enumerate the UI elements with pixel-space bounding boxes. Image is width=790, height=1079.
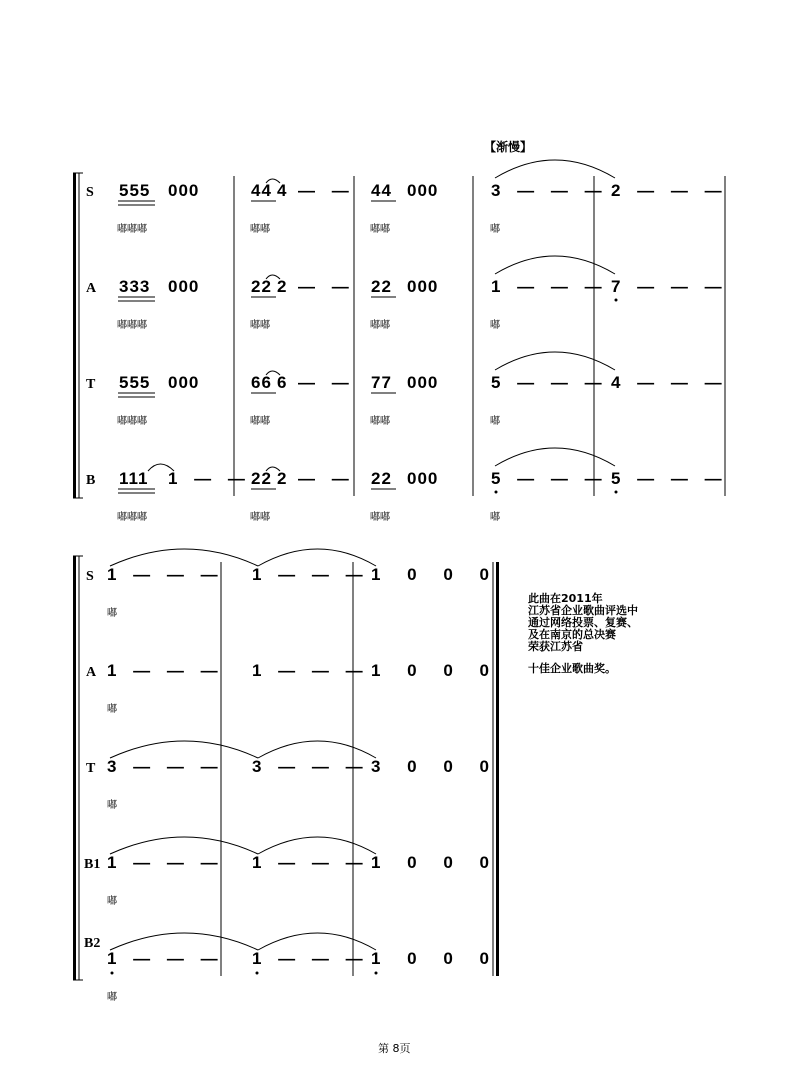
voice-label-b: B	[86, 473, 96, 488]
voice-label-t: T	[86, 377, 96, 392]
lyric: 嘟	[107, 704, 117, 715]
side-note-line: 通过网络投票、复赛、	[528, 616, 638, 629]
note-group: 1 — — —	[107, 661, 224, 680]
note-group: — —	[298, 277, 355, 296]
slur	[258, 549, 376, 566]
lyric: 嘟嘟	[250, 224, 270, 235]
note-group: 3 — — —	[107, 757, 224, 776]
lyric: 嘟	[490, 416, 500, 427]
note-group: 1 — — —	[252, 949, 369, 968]
system1-left-thick-bar	[73, 173, 76, 498]
tempo-marking: 【渐慢】	[484, 140, 533, 154]
note-group: 2 — — —	[611, 181, 728, 200]
note-group: 000	[407, 277, 439, 296]
note-group: 000	[407, 181, 439, 200]
note-group: 3 — — —	[491, 181, 608, 200]
note-group: 1 — — —	[491, 277, 608, 296]
voice-label-a: A	[86, 281, 97, 296]
voice-label-t2: T	[86, 761, 96, 776]
note-group: — —	[298, 373, 355, 392]
note-group: 000	[168, 373, 200, 392]
page-number: 第 8页	[378, 1042, 411, 1055]
octave-dot	[111, 972, 114, 975]
note-group: 2	[277, 469, 288, 488]
note-group: 1 0 0 0	[371, 853, 500, 872]
lyric: 嘟	[107, 608, 117, 619]
note-group: 1 0 0 0	[371, 661, 500, 680]
side-note-line: 荣获江苏省	[528, 640, 583, 653]
note-group: 44	[371, 181, 392, 200]
slur	[258, 837, 376, 854]
note-group: — —	[298, 181, 355, 200]
slur	[258, 933, 376, 950]
note-group: — —	[298, 469, 355, 488]
note-group: 1 — — —	[252, 853, 369, 872]
note-group: 44	[251, 181, 272, 200]
voice-label-s2: S	[86, 569, 94, 584]
lyric: 嘟嘟	[250, 512, 270, 523]
side-note-line: 及在南京的总决赛	[528, 628, 616, 641]
note-group: 1 0 0 0	[371, 565, 500, 584]
slur	[495, 352, 615, 370]
octave-dot	[375, 972, 378, 975]
note-group: 111	[119, 469, 149, 488]
note-group: 1 — —	[168, 469, 251, 488]
note-group: 7 — — —	[611, 277, 728, 296]
side-note-line: 此曲在2011年	[528, 592, 603, 605]
note-group: 555	[119, 181, 151, 200]
octave-dot	[256, 972, 259, 975]
side-note-line: 江苏省企业歌曲评选中	[528, 604, 638, 617]
lyric: 嘟嘟嘟	[117, 320, 147, 331]
lyric: 嘟嘟	[370, 512, 390, 523]
note-group: 22	[371, 469, 392, 488]
lyric: 嘟	[490, 224, 500, 235]
note-group: 22	[251, 277, 272, 296]
note-group: 000	[407, 469, 439, 488]
octave-dot	[615, 299, 618, 302]
note-group: 4 — — —	[611, 373, 728, 392]
note-group: 1 — — —	[252, 661, 369, 680]
slur	[110, 837, 258, 854]
note-group: 66	[251, 373, 272, 392]
note-group: 5 — — —	[611, 469, 728, 488]
note-group: 5 — — —	[491, 373, 608, 392]
note-group: 000	[168, 181, 200, 200]
slur	[110, 549, 258, 566]
note-group: 000	[407, 373, 439, 392]
slur	[110, 741, 258, 758]
note-group: 3 — — —	[252, 757, 369, 776]
note-group: 22	[371, 277, 392, 296]
note-group: 77	[371, 373, 392, 392]
note-group: 5 — — —	[491, 469, 608, 488]
slur	[258, 741, 376, 758]
lyric: 嘟	[490, 512, 500, 523]
note-group: 2	[277, 277, 288, 296]
note-group: 1 — — —	[107, 949, 224, 968]
lyric: 嘟	[107, 800, 117, 811]
lyric: 嘟	[107, 992, 117, 1003]
note-group: 6	[277, 373, 288, 392]
note-group: 1 — — —	[252, 565, 369, 584]
lyric: 嘟嘟嘟	[117, 416, 147, 427]
slur	[495, 160, 615, 178]
note-group: 000	[168, 277, 200, 296]
note-group: 1 — — —	[107, 565, 224, 584]
voice-label-b2: B2	[84, 936, 101, 951]
octave-dot	[495, 491, 498, 494]
lyric: 嘟嘟嘟	[117, 512, 147, 523]
note-group: 333	[119, 277, 151, 296]
lyric: 嘟嘟嘟	[117, 224, 147, 235]
lyric: 嘟嘟	[370, 320, 390, 331]
side-note	[528, 593, 638, 675]
voice-label-a2: A	[86, 665, 97, 680]
lyric: 嘟嘟	[250, 416, 270, 427]
note-group: 3 0 0 0	[371, 757, 500, 776]
lyric: 嘟嘟	[250, 320, 270, 331]
side-note-award: 十佳企业歌曲奖。	[528, 662, 616, 675]
slur	[110, 933, 258, 950]
octave-dot	[615, 491, 618, 494]
voice-label-b1: B1	[84, 857, 101, 872]
voice-label-s: S	[86, 185, 94, 200]
note-group: 555	[119, 373, 151, 392]
lyric: 嘟嘟	[370, 416, 390, 427]
note-group: 1 0 0 0	[371, 949, 500, 968]
lyric: 嘟嘟	[370, 224, 390, 235]
note-group: 22	[251, 469, 272, 488]
slur	[495, 448, 615, 466]
lyric: 嘟	[107, 896, 117, 907]
note-group: 4	[277, 181, 288, 200]
lyric: 嘟	[490, 320, 500, 331]
note-group: 1 — — —	[107, 853, 224, 872]
slur	[495, 256, 615, 274]
system2-left-thick-bar	[73, 556, 76, 980]
